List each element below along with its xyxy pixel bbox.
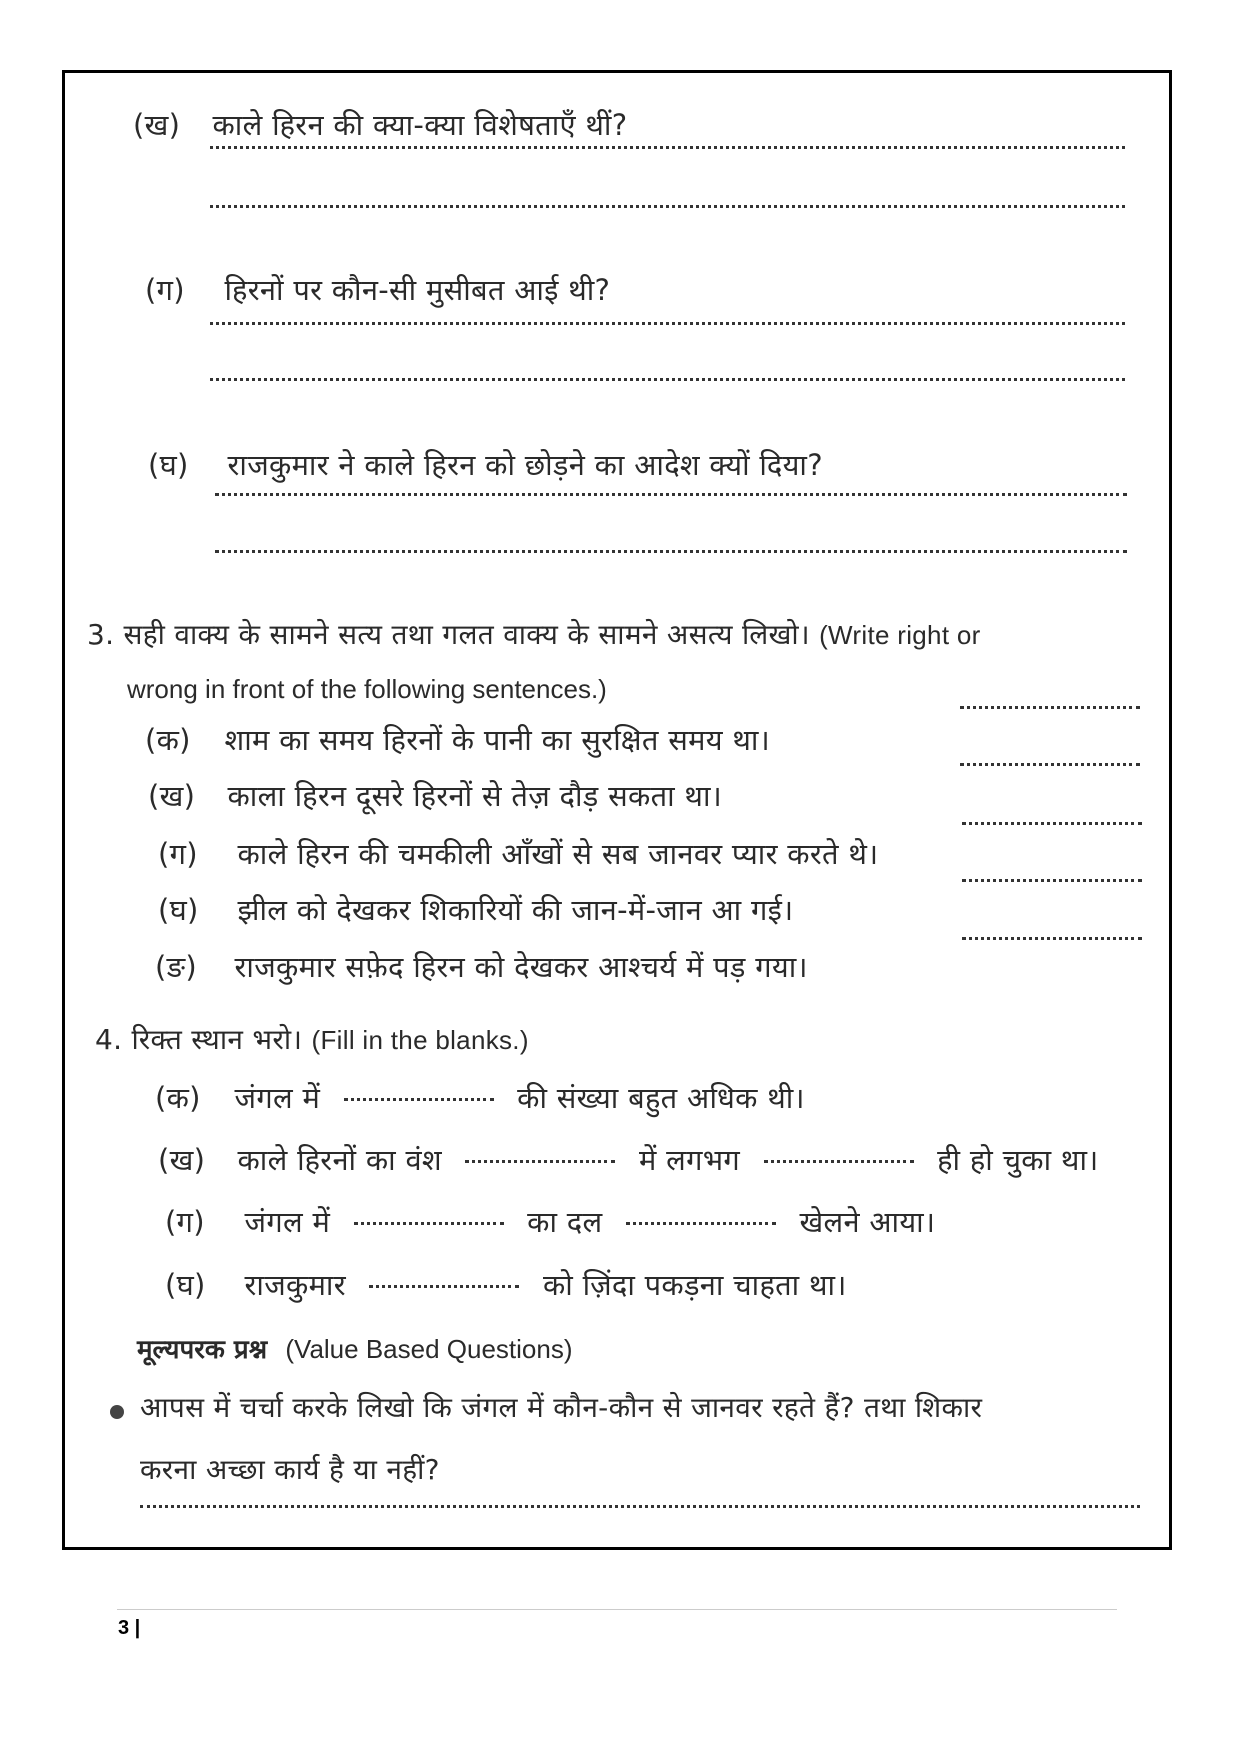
q3-item-text: झील को देखकर शिकारियों की जान-में-जान आ गई। [237,893,794,927]
q3-item-text: काला हिरन दूसरे हिरनों से तेज़ दौड़ सकता था। [227,779,723,813]
q4-item-part3: ही हो चुका था। [937,1143,1099,1177]
answer-line[interactable] [210,322,1125,325]
q4-number: 4. [95,1023,123,1056]
q2-kha-label: (ख) [133,108,181,142]
q2-ga-label: (ग) [145,273,185,307]
answer-line[interactable] [215,493,1127,496]
q3-item-label: (ङ) [155,950,198,984]
q4-item-part1: जंगल में [234,1081,321,1115]
value-based-heading [137,1330,573,1366]
q4-item-part2: को ज़िंदा पकड़ना चाहता था। [542,1268,847,1302]
q4-item [155,1078,805,1117]
q3-number: 3. [87,618,115,651]
q4-title-hi: रिक्त स्थान भरो। [131,1023,303,1056]
footer-divider [117,1609,1117,1610]
q4-item-part2: की संख्या बहुत अधिक थी। [517,1081,805,1115]
q2-kha-text: काले हिरन की क्या-क्या विशेषताएँ थीं? [212,108,628,142]
q3-title-hi: सही वाक्य के सामने सत्य तथा गलत वाक्य के सामने असत्य लिखो। [123,618,810,651]
q4-item-part1: जंगल में [244,1205,331,1239]
q3-item-text: काले हिरन की चमकीली आँखों से सब जानवर प्यार करते थे। [237,837,879,871]
q4-item-part1: काले हिरनों का वंश [237,1143,442,1177]
answer-line[interactable] [210,205,1125,208]
q2-ga-text: हिरनों पर कौन-सी मुसीबत आई थी? [224,273,611,307]
q3-item [148,776,722,815]
q4-item-part2: में लगभग [639,1143,741,1177]
value-based-line1: आपस में चर्चा करके लिखो कि जंगल में कौन-कौन से जानवर रहते हैं? तथा शिकार [140,1391,983,1424]
fill-blank[interactable] [465,1140,615,1163]
q2-gha-text: राजकुमार ने काले हिरन को छोड़ने का आदेश क्यों दिया? [227,448,823,482]
q3-item-label: (ख) [148,779,196,813]
q4-title [95,1020,529,1058]
q3-item [145,720,770,759]
q3-title-en-2: wrong in front of the following sentences.) [127,674,607,704]
q4-title-en: (Fill in the blanks.) [311,1025,529,1055]
answer-blank[interactable] [960,706,1140,709]
q4-item-label: (ख) [158,1143,206,1177]
fill-blank[interactable] [354,1202,504,1225]
answer-blank[interactable] [960,763,1140,766]
fill-blank[interactable] [626,1202,776,1225]
q3-title [87,615,981,653]
q3-item-text: शाम का समय हिरनों के पानी का सुरक्षित समय था। [224,723,771,757]
q3-item [155,947,808,986]
fill-blank[interactable] [369,1265,519,1288]
answer-line[interactable] [140,1505,1140,1508]
q3-title-en-1: (Write right or [819,620,981,650]
page-number: 3 | [118,1617,141,1639]
q4-item-label: (घ) [165,1268,206,1302]
q3-item-label: (घ) [158,893,199,927]
answer-blank[interactable] [962,879,1142,882]
q2-ga [145,270,610,309]
answer-blank[interactable] [962,937,1142,940]
q4-item-label: (ग) [165,1205,205,1239]
q4-item-part1: राजकुमार [244,1268,346,1302]
answer-line[interactable] [210,146,1125,149]
q4-item-label: (क) [155,1081,201,1115]
q3-item-label: (क) [145,723,191,757]
value-based-heading-hi: मूल्यपरक प्रश्न [137,1335,268,1365]
q2-kha [133,105,627,144]
fill-blank[interactable] [344,1078,494,1101]
q3-item [158,834,878,873]
bullet-icon [110,1405,124,1419]
answer-blank[interactable] [962,822,1142,825]
q4-item [165,1202,935,1241]
fill-blank[interactable] [764,1140,914,1163]
q4-item-part3: खेलने आया। [799,1205,936,1239]
q3-item [158,890,793,929]
q2-gha-label: (घ) [148,448,189,482]
q4-item-part2: का दल [527,1205,603,1239]
answer-line[interactable] [210,378,1125,381]
answer-line[interactable] [215,550,1127,553]
q4-item [158,1140,1099,1179]
value-based-heading-en: (Value Based Questions) [285,1334,573,1364]
q3-item-label: (ग) [158,837,198,871]
value-based-line2: करना अच्छा कार्य है या नहीं? [140,1453,440,1486]
q2-gha [148,445,823,484]
q3-item-text: राजकुमार सफ़ेद हिरन को देखकर आश्चर्य में पड़ गया। [234,950,808,984]
q4-item [165,1265,847,1304]
